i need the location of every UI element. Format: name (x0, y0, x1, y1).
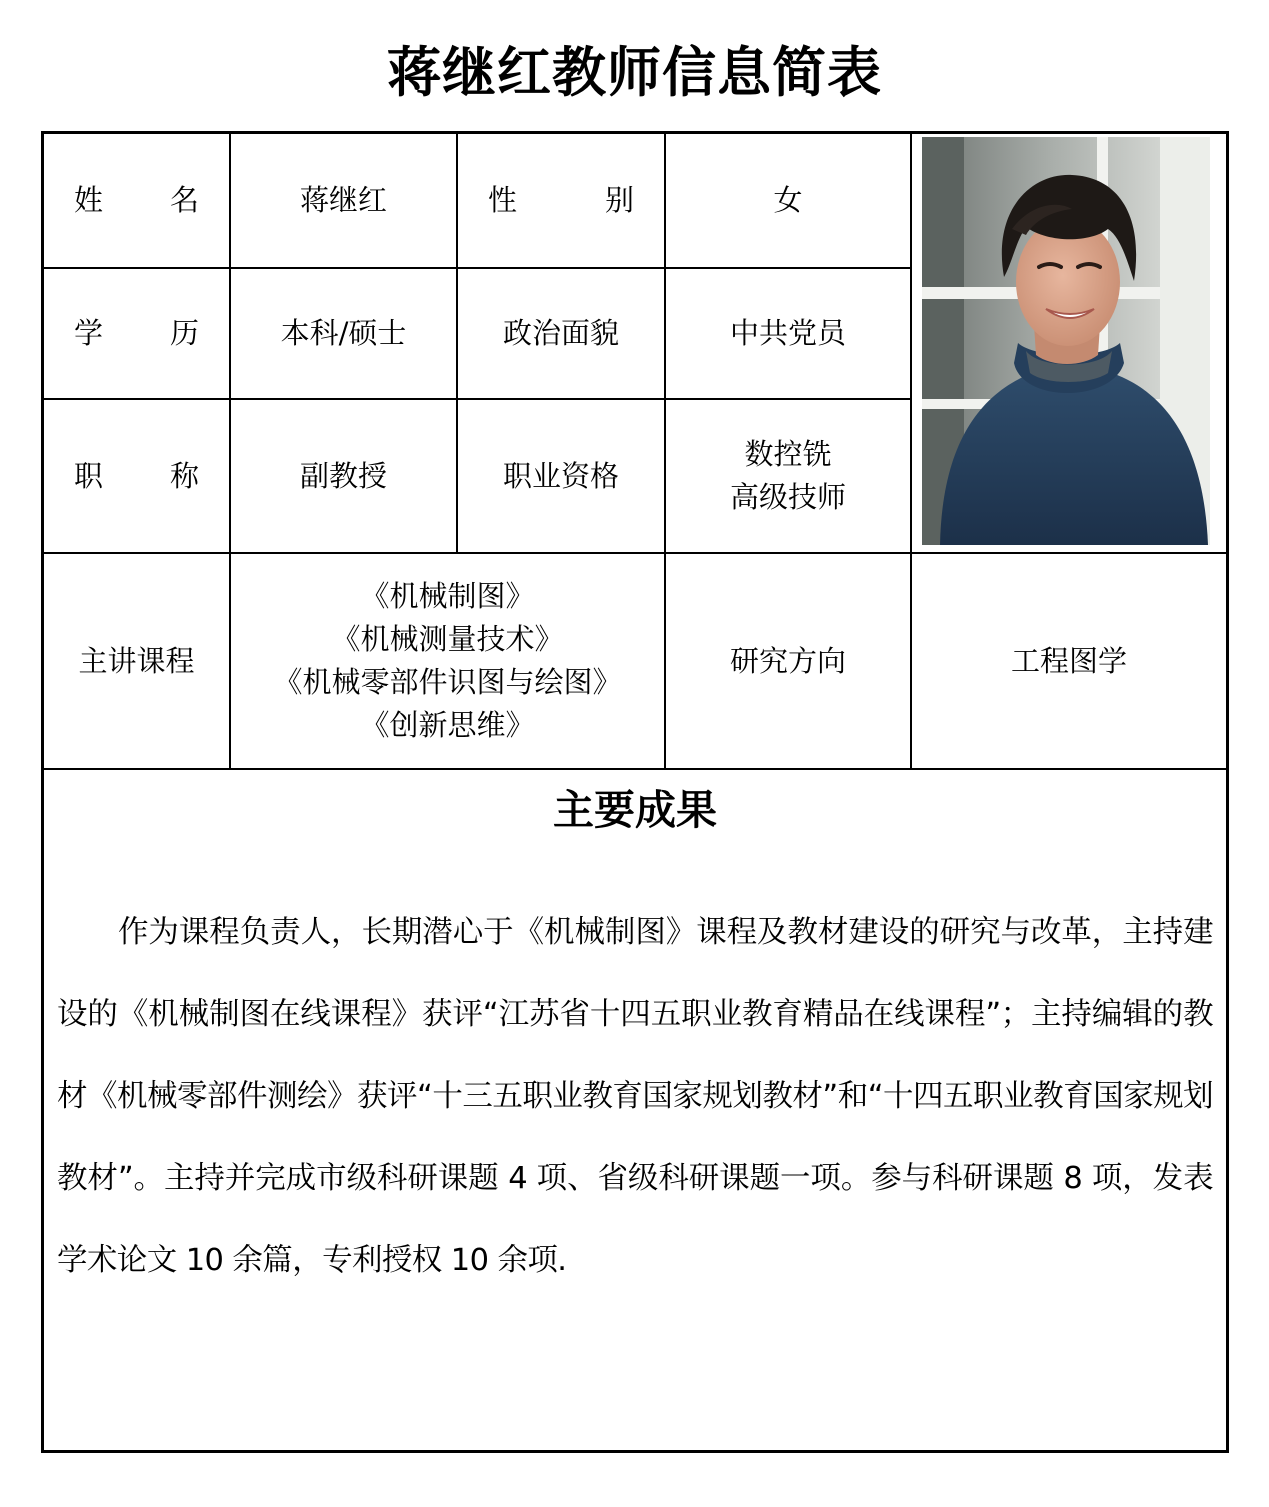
course-item: 《机械测量技术》 (331, 622, 564, 656)
gender-label-char: 性 (488, 183, 518, 217)
qualification-label: 职业资格 (502, 458, 619, 493)
gender-label-char: 别 (604, 183, 634, 217)
education-label-char: 学 (74, 316, 104, 350)
education-label-char: 历 (169, 316, 199, 350)
name-value: 蒋继红 (299, 183, 387, 217)
political-label: 政治面貌 (502, 316, 619, 350)
course-item: 《机械零部件识图与绘图》 (273, 665, 622, 699)
title-value: 副教授 (299, 458, 387, 493)
political-value: 中共党员 (729, 316, 846, 350)
course-item: 《创新思维》 (360, 708, 535, 742)
course-item: 《机械制图》 (360, 579, 535, 613)
research-value: 工程图学 (1010, 643, 1127, 678)
courses-label: 主讲课程 (78, 643, 195, 678)
title-label-char: 称 (169, 458, 199, 493)
courses-value (231, 554, 664, 768)
teacher-photo (922, 137, 1210, 545)
row-divider (44, 768, 1226, 770)
achievements-text: 作为课程负责人，长期潜心于《机械制图》课程及教材建设的研究与改革，主持建设的《机械制图在线课程》获评“江苏省十四五职业教育精品在线课程”；主持编辑的教材《机械零部件测绘》获评“十三五职业教育国家规划教材”和“十四五职业教育国家规划教材”。主持并完成市级科研课题 4 项、省级科研课题一项。参与科研课题 8 项，发表学术论文 10 余篇，专利授权 10 余项. (57, 915, 1213, 1278)
qualification-value (666, 400, 910, 552)
gender-value: 女 (773, 183, 803, 217)
qualification-line: 数控铣 (744, 437, 832, 471)
gender-label (458, 134, 664, 267)
title-label-char: 职 (74, 458, 104, 493)
title-label (44, 400, 229, 552)
education-value: 本科/硕士 (280, 316, 407, 350)
name-label-char: 姓 (74, 183, 104, 217)
page-title: 蒋继红教师信息简表 (387, 41, 882, 104)
name-label-char: 名 (169, 183, 199, 217)
name-label (44, 134, 229, 267)
education-label (44, 269, 229, 398)
achievements-heading: 主要成果 (553, 786, 717, 834)
research-label: 研究方向 (729, 643, 846, 678)
qualification-line: 高级技师 (729, 480, 846, 514)
